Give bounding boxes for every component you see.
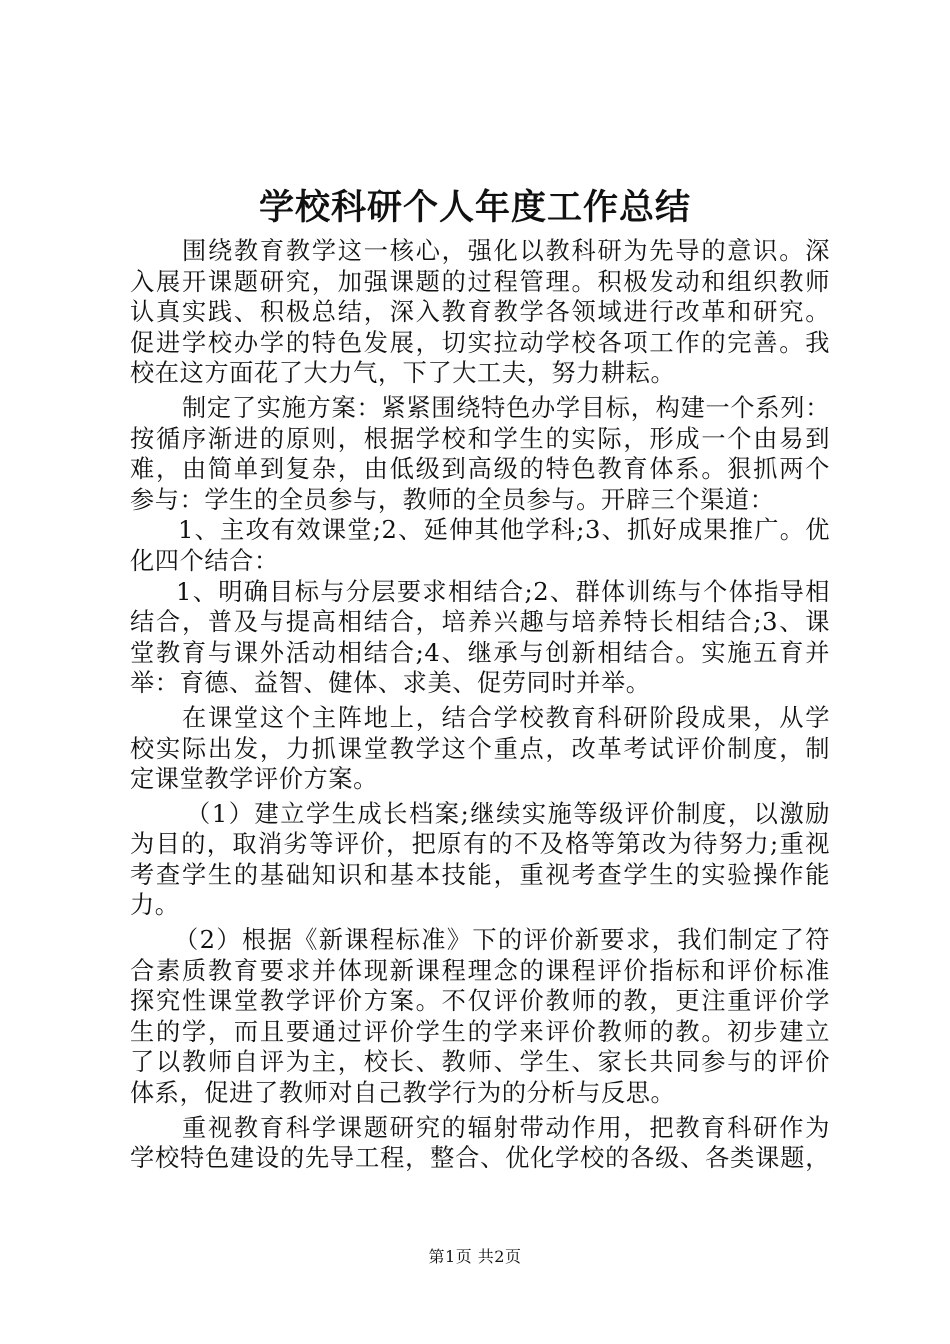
text-line: 为目的，取消劣等评价，把原有的不及格等第改为待努力;重视 (130, 830, 830, 859)
text-line: 学校特色建设的先导工程，整合、优化学校的各级、各类课题， (130, 1144, 830, 1173)
text-line: 1、明确目标与分层要求相结合;2、群体训练与个体指导相 (176, 577, 830, 606)
text-line: 化四个结合： (130, 546, 279, 575)
text-line: 定课堂教学评价方案。 (130, 765, 378, 794)
text-line: 1、主攻有效课堂;2、延伸其他学科;3、抓好成果推广。优 (178, 516, 830, 545)
text-line: 制定了实施方案：紧紧围绕特色办学目标，构建一个系列： (182, 393, 830, 422)
text-line: 参与：学生的全员参与，教师的全员参与。开辟三个渠道： (130, 485, 775, 514)
text-line: 结合，普及与提高相结合，培养兴趣与培养特长相结合;3、课 (130, 608, 830, 637)
document-title: 学校科研个人年度工作总结 (258, 187, 691, 228)
document-body (130, 236, 830, 1174)
page-footer: 第1页 共2页 (428, 1247, 522, 1266)
text-line: 力。 (130, 891, 180, 920)
text-line: 认真实践、积极总结，深入教育教学各领域进行改革和研究。 (130, 298, 830, 327)
text-line: 重视教育科学课题研究的辐射带动作用，把教育科研作为 (182, 1113, 830, 1142)
text-line: 入展开课题研究，加强课题的过程管理。积极发动和组织教师 (130, 267, 830, 296)
text-line: 堂教育与课外活动相结合;4、继承与创新相结合。实施五育并 (130, 638, 830, 667)
text-line: 了以教师自评为主，校长、教师、学生、家长共同参与的评价 (130, 1048, 830, 1077)
text-line: 体系，促进了教师对自己教学行为的分析与反思。 (130, 1079, 676, 1108)
text-line: 合素质教育要求并体现新课程理念的课程评价指标和评价标准 (130, 956, 830, 985)
text-line: （2）根据《新课程标准》下的评价新要求，我们制定了符 (174, 926, 830, 955)
text-line: （1）建立学生成长档案;继续实施等级评价制度，以激励 (186, 799, 830, 828)
text-line: 校在这方面花了大力气，下了大工夫，努力耕耘。 (130, 359, 676, 388)
text-line: 探究性课堂教学评价方案。不仅评价教师的教，更注重评价学 (130, 987, 830, 1016)
text-line: 考查学生的基础知识和基本技能，重视考查学生的实验操作能 (130, 860, 830, 889)
text-line: 校实际出发，力抓课堂教学这个重点，改革考试评价制度，制 (130, 734, 830, 763)
text-line: 在课堂这个主阵地上，结合学校教育科研阶段成果，从学 (182, 703, 830, 732)
text-line: 按循序渐进的原则，根据学校和学生的实际，形成一个由易到 (130, 424, 830, 453)
text-line: 生的学，而且要通过评价学生的学来评价教师的教。初步建立 (130, 1017, 830, 1046)
text-line: 围绕教育教学这一核心，强化以教科研为先导的意识。深 (182, 237, 830, 265)
text-line: 举：育德、益智、健体、求美、促劳同时并举。 (130, 669, 651, 698)
text-line: 促进学校办学的特色发展，切实拉动学校各项工作的完善。我 (130, 328, 830, 357)
text-line: 难，由简单到复杂，由低级到高级的特色教育体系。狠抓两个 (130, 455, 830, 484)
